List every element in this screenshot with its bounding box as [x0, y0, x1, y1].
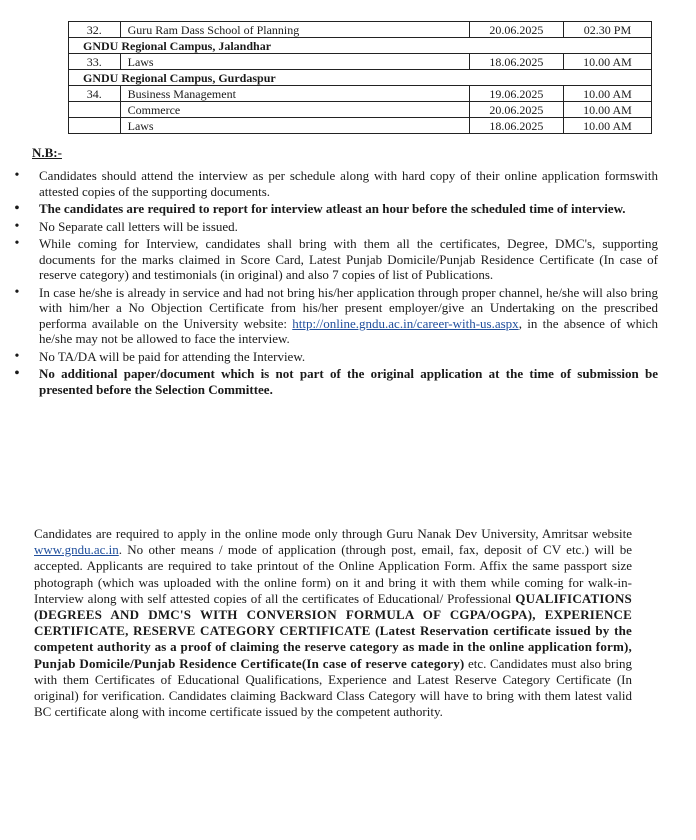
- para-text-3: etc. Candidates must also bring with them Certificates of Educational Qualifications, Experience and Latest Reserve Category Certificate (In original) for verification. Candidates claiming Backward Class Category will have to bring with them latest valid BC certificate along with income certificate issued by the competent authority.: [34, 655, 632, 720]
- serial-number: 32.: [69, 22, 121, 38]
- instructions-list: [12, 168, 658, 399]
- serial-number: [69, 102, 121, 118]
- table-row: [69, 22, 652, 38]
- table-row: [69, 86, 652, 102]
- instruction-text: , in the absence of which he/she may not be allowed to face the interview.: [39, 315, 658, 346]
- instruction-text: No Separate call letters will be issued.: [39, 218, 238, 234]
- instruction-item: [12, 201, 658, 217]
- bullet-icon: •: [14, 168, 20, 183]
- bullet-icon: •: [14, 284, 20, 300]
- interview-date: 18.06.2025: [469, 118, 563, 134]
- para-text-1: Candidates are required to apply in the online mode only through Guru Nanak Dev University, Amritsar website: [34, 526, 632, 541]
- para-text-2: . No other means / mode of application (through post, email, fax, deposit of CV etc.) will be accepted. Applicants are required to take printout of the Online Application Form. Affix the same passport size photograph (which was uploaded with the online form) on it and bring it with them while coming for walk-in-Interview along with self attested copies of all the certificates of Educational/ Professional: [34, 542, 632, 606]
- application-paragraph: [34, 526, 632, 720]
- interview-date: 19.06.2025: [469, 86, 563, 102]
- interview-time: 10.00 AM: [563, 118, 651, 134]
- table-row: [69, 102, 652, 118]
- serial-number: 34.: [69, 86, 121, 102]
- department-name: Laws: [120, 54, 469, 70]
- instruction-item: [12, 285, 658, 347]
- instruction-item: [12, 219, 658, 235]
- instruction-text: While coming for Interview, candidates shall bring with them all the certificates, Degree, DMC's, supporting documents for the marks claimed in Score Card, Latest Punjab Domicile/Punjab Residence Certificate (In case of reserve category) and testimonials (in original) and also 7 copies of list of Publications.: [39, 236, 658, 282]
- interview-time: 10.00 AM: [563, 54, 651, 70]
- campus-row: [69, 38, 652, 54]
- bullet-icon: •: [14, 236, 20, 251]
- interview-date: 20.06.2025: [469, 22, 563, 38]
- interview-date: 18.06.2025: [469, 54, 563, 70]
- department-name: Laws: [120, 118, 469, 134]
- bullet-icon: •: [14, 201, 20, 216]
- serial-number: [69, 118, 121, 134]
- website-link[interactable]: www.gndu.ac.in: [34, 542, 119, 558]
- instruction-text: No TA/DA will be paid for attending the Interview.: [39, 348, 306, 364]
- campus-name: GNDU Regional Campus, Gurdaspur: [69, 70, 652, 86]
- serial-number: 33.: [69, 54, 121, 70]
- department-name: Guru Ram Dass School of Planning: [120, 22, 469, 38]
- instruction-item: [12, 168, 658, 199]
- instruction-item: [12, 349, 658, 365]
- instruction-item: [12, 236, 658, 283]
- interview-date: 20.06.2025: [469, 102, 563, 118]
- table-row: [69, 54, 652, 70]
- career-page-link[interactable]: http://online.gndu.ac.in/career-with-us.aspx: [292, 315, 519, 331]
- interview-time: 10.00 AM: [563, 102, 651, 118]
- interview-time: 10.00 AM: [563, 86, 651, 102]
- instruction-text: Candidates should attend the interview as per schedule along with hard copy of their online application formswith attested copies of the supporting documents.: [39, 168, 658, 199]
- bullet-icon: •: [14, 218, 20, 234]
- instruction-text: The candidates are required to report for interview atleast an hour before the scheduled time of interview.: [39, 201, 626, 216]
- interview-time: 02.30 PM: [563, 22, 651, 38]
- campus-row: [69, 70, 652, 86]
- instruction-text: In case he/she is already in service and had not bring his/her application through proper channel, he/she will also bring with him/her a No Objection Certificate from his/her present employer/give an Undertaking on the prescribed performa available on the University website:: [39, 284, 658, 331]
- interview-schedule-table: [68, 21, 652, 134]
- instruction-item: [12, 366, 658, 397]
- nb-heading: N.B:-: [32, 145, 62, 160]
- department-name: Business Management: [120, 86, 469, 102]
- instruction-text: No additional paper/document which is not part of the original application at the time of submission be presented before the Selection Committee.: [39, 366, 658, 397]
- bullet-icon: •: [14, 348, 20, 364]
- para-bold-requirements: QUALIFICATIONS (DEGREES AND DMC'S WITH CONVERSION FORMULA OF CGPA/OGPA), EXPERIENCE CERTIFICATE, RESERVE CATEGORY CERTIFICATE (Latest Reservation certificate issued by the competent authority as a proof of claiming the reserve category as made in the online application form), Punjab Domicile/Punjab Residence Certificate(In case of reserve category): [34, 590, 632, 671]
- bullet-icon: •: [14, 366, 20, 381]
- campus-name: GNDU Regional Campus, Jalandhar: [69, 38, 652, 54]
- department-name: Commerce: [120, 102, 469, 118]
- table-row: [69, 118, 652, 134]
